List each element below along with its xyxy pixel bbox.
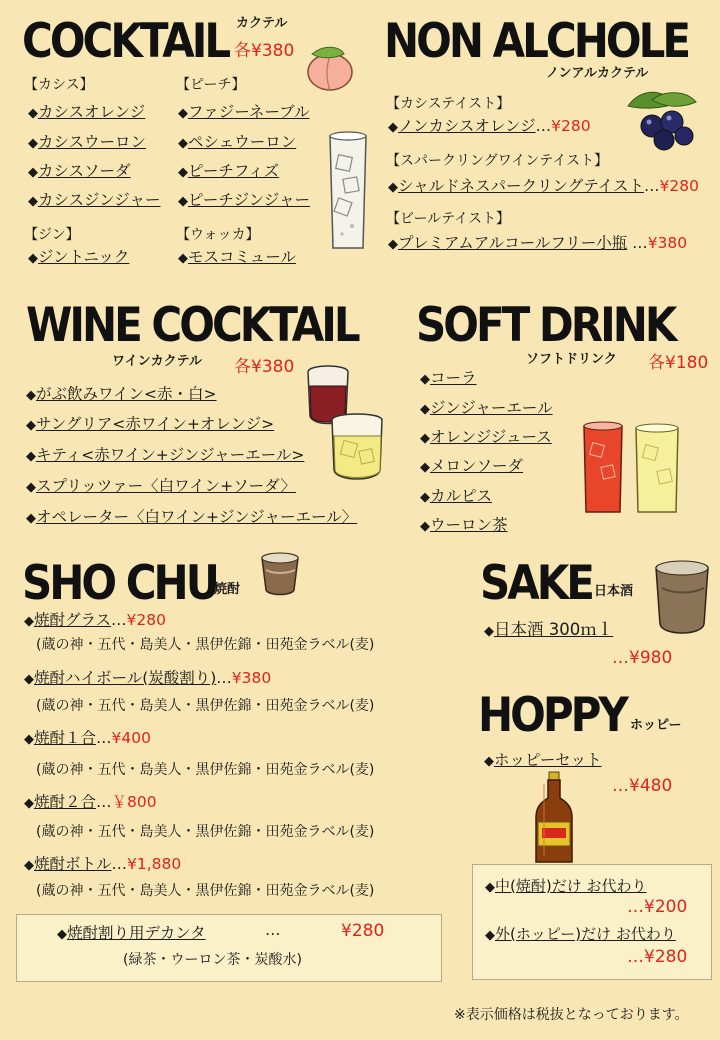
list-item: ◆外(ホッピー)だけ お代わり	[485, 925, 676, 943]
shochu-cup-icon	[258, 550, 302, 598]
hoppy-refill-box	[472, 864, 712, 980]
soft-drink-title: SOFT DRINK	[416, 297, 675, 353]
sparkling-taste-category: 【スパークリングワインテイスト】	[386, 153, 609, 169]
refill-price: …¥200	[627, 897, 688, 917]
list-item: ◆メロンソーダ	[420, 457, 524, 475]
wine-cocktail-title: WINE COCKTAIL	[26, 297, 358, 353]
sake-cup-icon	[652, 558, 712, 640]
vodka-category: 【ウォッカ】	[176, 227, 260, 243]
list-item: ◆カシスソーダ	[28, 162, 131, 180]
list-item: ◆ピーチフィズ	[178, 162, 280, 180]
list-item: ◆モスコミュール	[178, 248, 296, 266]
tax-footnote: ※表示価格は税抜となっております。	[454, 1007, 689, 1023]
sake-subtitle: 日本酒	[594, 584, 634, 599]
list-item: ◆ホッピーセット	[484, 751, 602, 769]
highball-glass-icon	[322, 126, 374, 256]
refill-price: …¥280	[627, 947, 688, 967]
list-item: ◆日本酒 300ｍｌ	[484, 620, 614, 639]
list-item: ◆焼酎ボトル…¥1,880	[24, 855, 182, 873]
shochu-brands: (蔵の神・五代・島美人・黒伊佐錦・田苑金ラベル(麦)	[36, 883, 375, 899]
decanter-mixers: (緑茶・ウーロン茶・炭酸水)	[123, 952, 302, 968]
shochu-brands: (蔵の神・五代・島美人・黒伊佐錦・田苑金ラベル(麦)	[36, 698, 375, 714]
beer-taste-category: 【ビールテイスト】	[386, 211, 511, 227]
sake-price: …¥980	[612, 648, 673, 668]
list-item: ◆カシスジンジャー	[28, 191, 161, 209]
soft-drink-price: 各¥180	[648, 353, 709, 373]
soft-drink-subtitle: ソフトドリンク	[526, 352, 617, 367]
hoppy-title: HOPPY	[478, 687, 626, 743]
list-item: ◆オレンジジュース	[420, 428, 552, 446]
cassis-taste-category: 【カシステイスト】	[386, 96, 511, 112]
list-item: ◆ピーチジンジャー	[178, 191, 310, 209]
list-item: ◆カシスウーロン	[28, 133, 147, 151]
list-item: ◆カルピス	[420, 487, 493, 505]
peach-category: 【ピーチ】	[176, 77, 246, 93]
hoppy-price: …¥480	[612, 776, 673, 796]
list-item: ◆ジントニック	[28, 248, 130, 266]
list-item: ◆キティ<赤ワイン+ジンジャーエール>	[26, 446, 305, 464]
list-item: ◆スプリッツァー〈白ワイン+ソーダ〉	[26, 477, 296, 495]
shochu-title: SHO CHU	[22, 555, 217, 611]
cocktail-title: COCKTAIL	[22, 13, 229, 69]
list-item: ◆焼酎グラス…¥280	[24, 611, 166, 629]
list-item: ◆中(焼酎)だけ お代わり	[485, 877, 647, 895]
list-item: ◆焼酎ハイボール(炭酸割り)…¥380	[24, 669, 272, 687]
list-item: ◆焼酎１合…¥400	[24, 729, 151, 747]
list-item: ◆オペレーター〈白ワイン+ジンジャーエール〉	[26, 508, 358, 526]
cassis-category: 【カシス】	[24, 77, 94, 93]
list-item: ◆ジンジャーエール	[420, 399, 553, 417]
list-item: ◆がぶ飲みワイン<赤・白>	[26, 385, 217, 403]
list-item: ◆プレミアムアルコールフリー小瓶 …¥380	[388, 234, 688, 252]
soft-drink-glasses-icon	[578, 420, 690, 520]
blackcurrant-icon	[622, 86, 700, 152]
list-item: ◆ファジーネーブル	[178, 103, 310, 121]
peach-icon	[302, 42, 360, 92]
list-item: ◆サングリア<赤ワイン+オレンジ>	[26, 415, 275, 433]
non-alcohol-title: NON ALCHOLE	[384, 13, 689, 69]
list-item: ◆カシスオレンジ	[28, 103, 146, 121]
hoppy-subtitle: ホッピー	[630, 718, 682, 733]
list-item: ◆焼酎２合…￥800	[24, 793, 157, 811]
cocktail-price: 各¥380	[234, 41, 295, 61]
cocktail-subtitle: カクテル	[236, 16, 288, 31]
wine-cocktail-price: 各¥380	[234, 357, 295, 377]
list-item: ◆コーラ	[420, 369, 477, 387]
decanter-price: ¥280	[341, 921, 385, 941]
shochu-subtitle: 焼酎	[214, 582, 241, 597]
wine-cocktail-subtitle: ワインカクテル	[112, 354, 202, 369]
list-item: ◆ノンカシスオレンジ…¥280	[388, 117, 591, 135]
shochu-brands: (蔵の神・五代・島美人・黒伊佐錦・田苑金ラベル(麦)	[36, 824, 375, 840]
list-item: ◆ペシェウーロン	[178, 133, 297, 151]
list-item: ◆ウーロン茶	[420, 516, 508, 534]
hoppy-bottle-icon	[532, 770, 576, 866]
decanter-item: ◆焼酎割り用デカンタ	[57, 924, 206, 942]
list-item: ◆シャルドネスパークリングテイスト…¥280	[388, 177, 699, 195]
gin-category: 【ジン】	[24, 227, 80, 243]
wine-glasses-icon	[302, 360, 392, 496]
sake-title: SAKE	[480, 555, 592, 611]
decanter-separator: …	[265, 921, 281, 939]
shochu-brands: (蔵の神・五代・島美人・黒伊佐錦・田苑金ラベル(麦)	[36, 762, 375, 778]
shochu-brands: (蔵の神・五代・島美人・黒伊佐錦・田苑金ラベル(麦)	[36, 637, 375, 653]
non-alcohol-subtitle: ノンアルカクテル	[546, 66, 649, 81]
decanter-box	[16, 914, 442, 982]
